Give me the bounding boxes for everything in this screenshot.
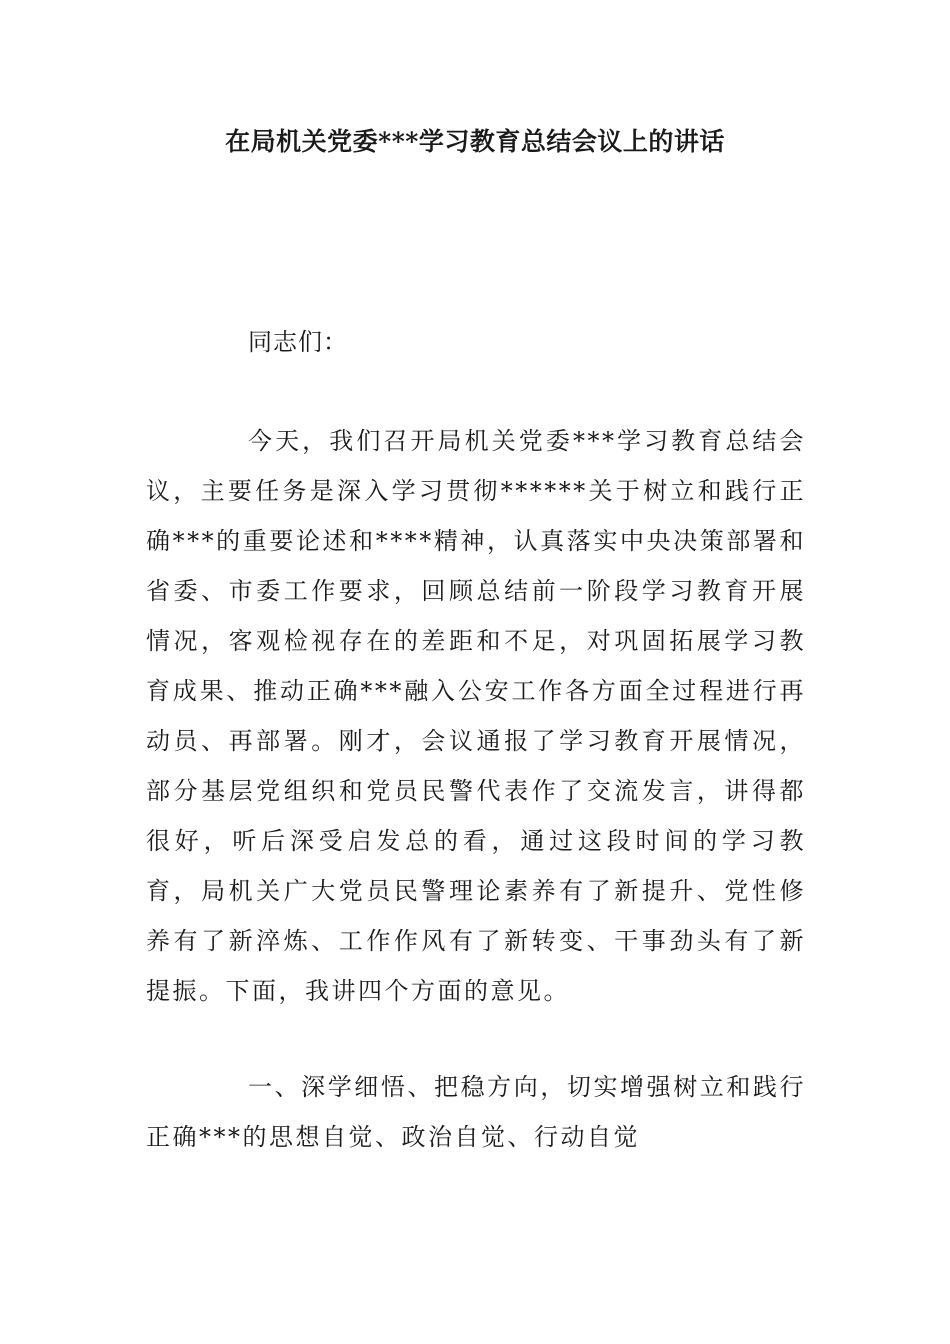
salutation: 同志们： xyxy=(248,328,348,356)
document-title: 在局机关党委***学习教育总结会议上的讲话 xyxy=(225,127,725,156)
paragraph-opening: 今天，我们召开局机关党委***学习教育总结会议，主要任务是深入学习贯彻******关于树立和践行正确***的重要论述和****精神，认真落实中央决策部署和省委、市委工作要求，回顾总结前一阶段学习教育开展情况，客观检视存在的差距和不足，对巩固拓展学习教育成果、推动正确***融入公安工作各方面全过程进行再动员、再部署。刚才，会议通报了学习教育开展情况，部分基层党组织和党员民警代表作了交流发言，讲得都很好，听后深受启发总的看，通过这段时间的学习教育，局机关广大党员民警理论素养有了新提升、党性修养有了新淬炼、工作作风有了新转变、干事劲头有了新提振。下面，我讲四个方面的意见。 xyxy=(146,427,806,1005)
section-heading-1: 一、深学细悟、把稳方向，切实增强树立和践行正确***的思想自觉、政治自觉、行动自觉 xyxy=(146,1073,806,1151)
